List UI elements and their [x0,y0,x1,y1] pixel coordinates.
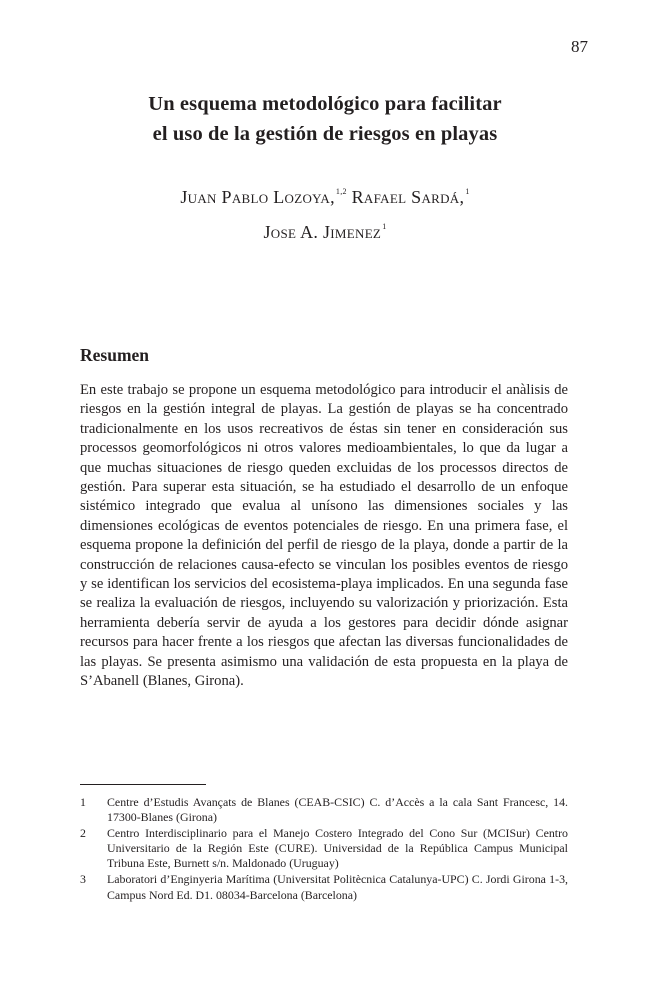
footnote [80,872,568,902]
footnote-text: Centro Interdisciplinario para el Manejo Costero Integrado del Cono Sur (MCISur) Centro Universitario de la Región Este (CURE). Universidad de la República Campus Municipal Tribuna Este, Burnett s/n. Maldonado (Uruguay) [107,826,568,871]
footnote [80,795,568,825]
abstract-heading: Resumen [80,345,150,365]
author-affiliation: 1,2 [335,187,347,196]
author-name: Juan Pablo Lozoya, [180,187,335,207]
footnote [80,826,568,871]
footnote-list [80,795,568,904]
footnote-text: Laboratori d’Enginyeria Marítima (Universitat Politècnica Catalunya-UPC) C. Jordi Girona 1-3, Campus Nord Ed. D1. 08034-Barcelona (Barcelona) [107,872,568,902]
author-name: Rafael Sardá, [351,187,465,207]
author-name: Jose A. Jimenez [263,222,382,242]
title-line-1: Un esquema metodológico para facilitar [148,93,502,115]
footnote-number: 2 [80,826,86,841]
footnote-number: 3 [80,872,86,887]
abstract-text: En este trabajo se propone un esquema metodológico para introducir el anàlisis de riesgos en la gestión integral de playas. La gestión de playas se ha concentrado tradicionalmente en los usos recreativos de éstas sin tener en consideración sus processos geomorfológicos ni otros valores medioambientales, lo que da lugar a que muchas situaciones de riesgo queden excluidas de los processos directos de gestión. Para superar esta situación, se ha estudiado el desarrollo de un enfoque sistémico integrado que evalua al unísono las dimensiones sociales y las dimensiones ecológicas de eventos potenciales de riesgo. En una primera fase, el esquema propone la definición del perfil de riesgo de la playa, donde a partir de la construcción de relaciones causa-efecto se vinculan los posibles eventos de riesgo y se identifican los servicios del ecosistema-playa implicados. En una segunda fase se realiza la evaluación de riesgos, incluyendo su valorización y priorización. Esta herramienta debería servir de ayuda a los gestores para decidir dónde asignar recursos para hacer frente a los riesgos que afectan las diversas funcionalidades de las playas. Se presenta asimismo una validación de esta propuesta en la playa de S’Abanell (Blanes, Girona). [80,382,568,690]
title-line-2: el uso de la gestión de riesgos en playas [152,123,498,145]
footnote-divider [80,784,206,785]
paper-title [60,89,590,149]
author-list [60,177,590,247]
author-affiliation: 1 [382,222,387,231]
page-number: 87 [571,37,588,56]
footnote-text: Centre d’Estudis Avançats de Blanes (CEAB-CSIC) C. d’Accès a la cala Sant Francesc, 14. 17300-Blanes (Girona) [107,795,568,825]
footnote-number: 1 [80,795,86,809]
author-affiliation: 1 [465,187,470,196]
